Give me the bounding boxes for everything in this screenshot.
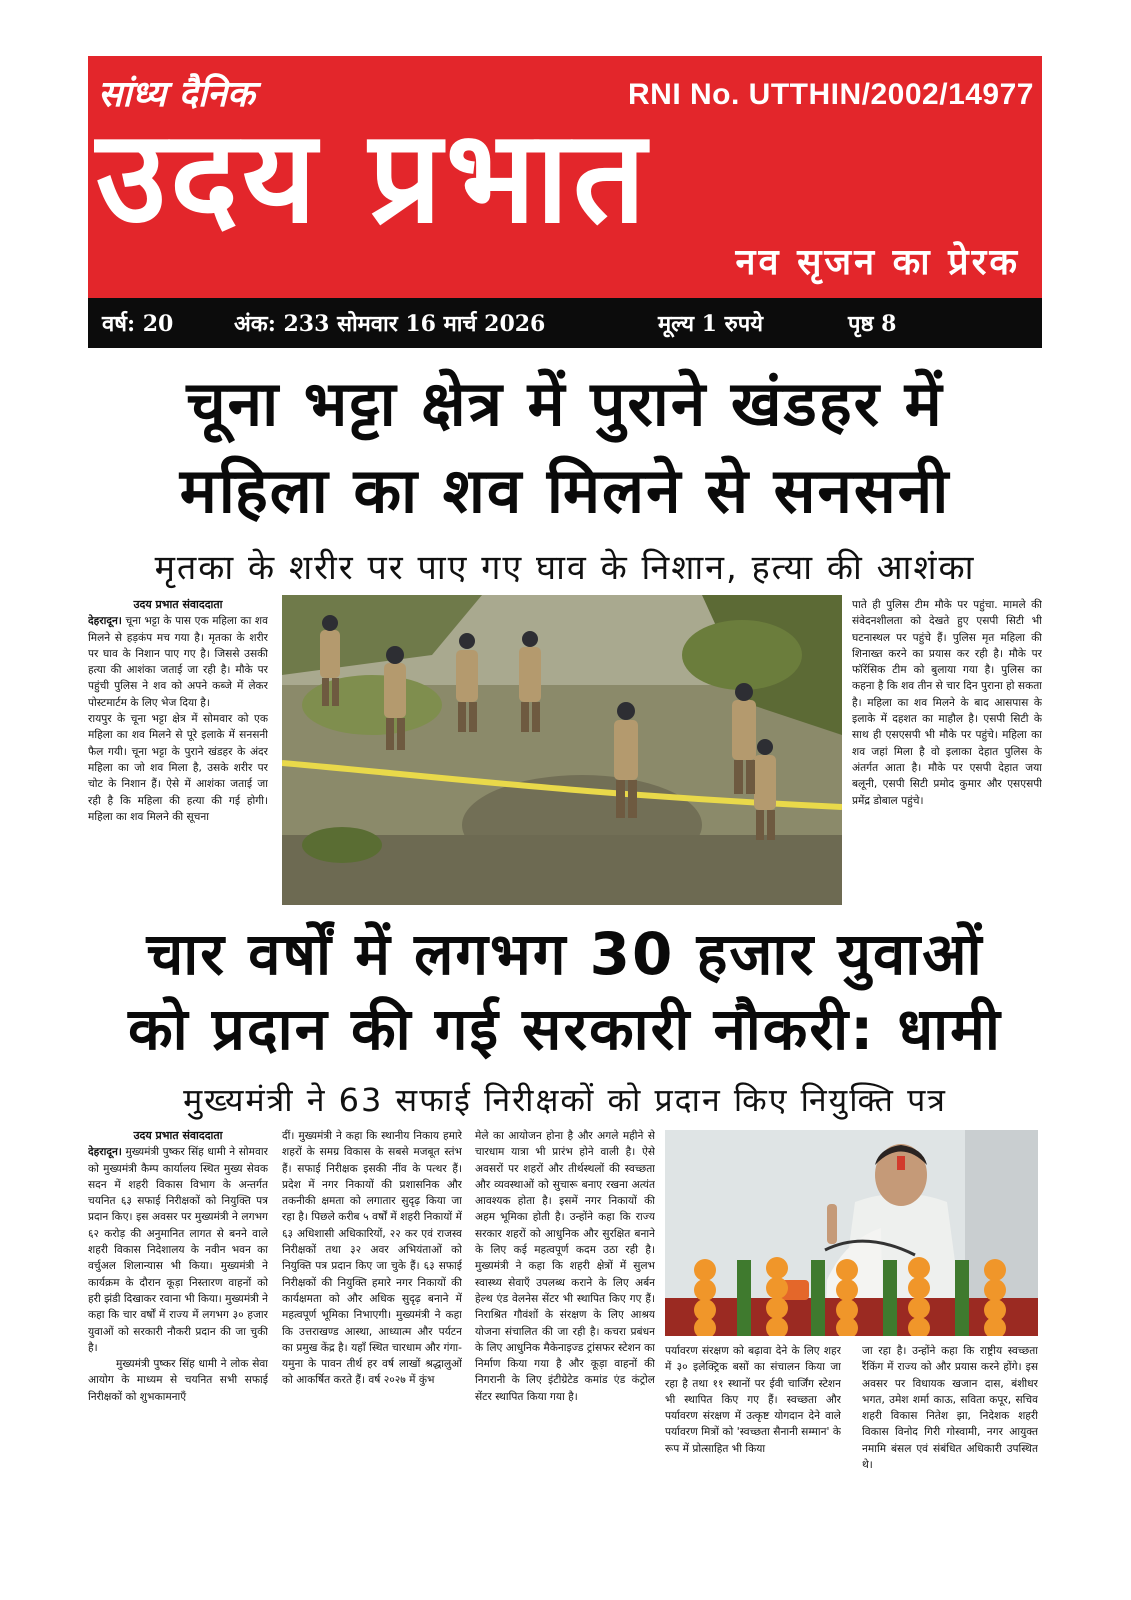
story1-column-2	[852, 597, 1042, 907]
issue-pages: पृष्ठ 8	[848, 311, 897, 337]
story2-paragraph-6: जा रहा है। उन्होंने कहा कि राष्ट्रीय स्वच्छता रैंकिंग में राज्य को और प्रयास करने होंगे। इस अवसर पर विधायक खजान दास, बंशीधर भगत, उमेश शर्मा काऊ, सविता कपूर, सचिव शहरी विकास नितेश झा, निदेशक शहरी विकास विनोद गिरी गोस्वामी, नगर आयुक्त नमामि बंसल एवं संबंधित अधिकारी उपस्थित थे।	[862, 1345, 1038, 1472]
story2-headline-line1: चार वर्षों में लगभग 30 हजार युवाओं	[146, 920, 984, 988]
story1-dateline: देहरादून।	[88, 615, 122, 628]
story2-dateline: देहरादून।	[88, 1146, 122, 1159]
rni-number: RNI No. UTTHIN/2002/14977	[628, 78, 1034, 111]
story1-photo-police-at-scene	[282, 595, 842, 905]
story2-column-3	[475, 1128, 655, 1508]
story1-paragraph-2: रायपुर के चूना भट्टा क्षेत्र में सोमवार को एक महिला का शव मिलने से पूरे इलाके में सनसनी फैल गयी। चूना भट्टा के पुराने खंडहर के अंदर महिला का जो शव मिला है, उसके शरीर पर चोट के निशान हैं। ऐसे में आशंका जताई जा रही है कि महिला की हत्या की गई होगी। महिला का शव मिलने की सूचना	[88, 713, 268, 823]
story2-paragraph-4: मेले का आयोजन होना है और अगले महीने से चारधाम यात्रा भी प्रारंभ होने वाली है। ऐसे अवसरों पर शहरों और तीर्थस्थलों की स्वच्छता और व्यवस्थाओं को सुचारू बनाए रखना अत्यंत आवश्यक होता है। इसमें नगर निकायों की अहम भूमिका होती है। उन्होंने कहा कि राज्य सरकार शहरों को आधुनिक और सुरक्षित बनाने के लिए कई महत्वपूर्ण कदम उठा रही है। मुख्यमंत्री ने कहा कि शहरी क्षेत्रों में सुलभ स्वास्थ्य सेवाएँ उपलब्ध कराने के लिए अर्बन हेल्थ एंड वेलनेस सेंटर भी स्थापित किए गए हैं। निराश्रित गौवंशों के संरक्षण के लिए आश्रय योजना संचालित की जा रही है। कचरा प्रबंधन के लिए आधुनिक मैकेनाइज्ड ट्रांसफर स्टेशन का निर्माण किया गया है और कूड़ा वाहनों की निगरानी के लिए इंटीग्रेटेड कमांड एंड कंट्रोल सेंटर स्थापित किया गया है।	[475, 1130, 655, 1403]
masthead	[88, 56, 1042, 298]
story2-paragraph-5: पर्यावरण संरक्षण को बढ़ावा देने के लिए शहर में ३० इलेक्ट्रिक बसों का संचालन किया जा रहा है तथा ११ स्थानों पर ईवी चार्जिंग स्टेशन भी स्थापित किए गए हैं। स्वच्छता और पर्यावरण संरक्षण में उत्कृष्ट योगदान देने वाले पर्यावरण मित्रों को 'स्वच्छता सैनानी सम्मान' के रूप में प्रोत्साहित भी किया	[665, 1345, 841, 1455]
issue-info-bar	[88, 298, 1042, 348]
story2-paragraph-1: मुख्यमंत्री पुष्कर सिंह धामी ने सोमवार को मुख्यमंत्री कैम्प कार्यालय स्थित मुख्य सेवक सदन में शहरी विकास विभाग के अन्तर्गत चयनित ६३ सफाई निरीक्षकों को नियुक्ति पत्र प्रदान किए। इस अवसर पर मुख्यमंत्री ने लगभग ६२ करोड़ की अनुमानित लागत से बनने वाले शहरी विकास निदेशालय के नवीन भवन का वर्चुअल शिलान्यास भी किया। मुख्यमंत्री ने कार्यक्रम के दौरान कूड़ा निस्तारण वाहनों को हरी झंडी दिखाकर रवाना भी किया। मुख्यमंत्री ने कहा कि चार वर्षों में राज्य में लगभग ३० हजार युवाओं को सरकारी नौकरी प्रदान की जा चुकी है।	[88, 1146, 268, 1354]
issue-number-date: अंक: 233 सोमवार 16 मार्च 2026	[234, 311, 546, 337]
issue-price: मूल्य 1 रुपये	[658, 311, 764, 337]
story2-subheadline: मुख्यमंत्री ने 63 सफाई निरीक्षकों को प्रदान किए नियुक्ति पत्र	[183, 1081, 947, 1119]
masthead-kicker: सांध्य दैनिक	[98, 74, 255, 115]
story2-photo-chief-minister-speaking	[665, 1130, 1038, 1336]
story2-column-2	[282, 1128, 462, 1508]
story1-subheadline: मृतका के शरीर पर पाए गए घाव के निशान, हत्या की आशंका	[154, 548, 976, 588]
newspaper-title: उदय प्रभात	[96, 103, 650, 252]
issue-year: वर्ष: 20	[102, 311, 174, 337]
story2-column-1	[88, 1128, 268, 1508]
story1-paragraph-1: चूना भट्टा के पास एक महिला का शव मिलने से हड़कंप मच गया है। मृतका के शरीर पर घाव के निशान पाए गए है। जिससे उसकी हत्या की आशंका जताई जा रही है। मौके पर पहुंची पुलिस ने शव को अपने कब्जे में लेकर पोस्टमार्टम के लिए भेज दिया है।	[88, 615, 268, 709]
story2-column-5	[862, 1343, 1038, 1508]
story2-byline: उदय प्रभात संवाददाता	[133, 1129, 223, 1142]
story1-headline-line1: चूना भट्टा क्षेत्र में पुराने खंडहर में	[186, 367, 944, 440]
story1-column-1	[88, 597, 268, 907]
newspaper-tagline: नव सृजन का प्रेरक	[735, 242, 1020, 283]
story1-headline-line2: महिला का शव मिलने से सनसनी	[179, 454, 951, 527]
story2-headline-line2: को प्रदान की गई सरकारी नौकरी: धामी	[128, 995, 1002, 1063]
story2-paragraph-3: दीं। मुख्यमंत्री ने कहा कि स्थानीय निकाय हमारे शहरों के समग्र विकास के सबसे मजबूत स्तंभ हैं। सफाई निरीक्षक इसकी नींव के पत्थर हैं। प्रदेश में नगर निकायों की प्रशासनिक और तकनीकी क्षमता को लगातार सुदृढ़ किया जा रहा है। पिछले करीब ५ वर्षों में शहरी निकायों में ६३ अधिशासी अधिकारियों, २२ कर एवं राजस्व निरीक्षकों तथा ३२ अवर अभियंताओं को नियुक्ति पत्र प्रदान किए जा चुके हैं। ६३ सफाई निरीक्षकों की नियुक्ति हमारे नगर निकायों की कार्यक्षमता को और अधिक सुदृढ़ बनाने में महत्वपूर्ण भूमिका निभाएगी। मुख्यमंत्री ने कहा कि उत्तराखण्ड आस्था, आध्यात्म और पर्यटन का प्रमुख केंद्र है। यहाँ स्थित चारधाम और गंगा-यमुना के पावन तीर्थ हर वर्ष लाखों श्रद्धालुओं को आकर्षित करते हैं। वर्ष २०२७ में कुंभ	[282, 1130, 462, 1387]
story2-column-4	[665, 1343, 841, 1508]
story1-byline: उदय प्रभात संवाददाता	[133, 598, 223, 611]
story2-paragraph-2: मुख्यमंत्री पुष्कर सिंह धामी ने लोक सेवा आयोग के माध्यम से चयनित सभी सफाई निरीक्षकों को शुभकामनाएँ	[88, 1358, 268, 1403]
story1-paragraph-3: पाते ही पुलिस टीम मौके पर पहुंचा. मामले की संवेदनशीलता को देखते हुए एसपी सिटी भी घटनास्थल पर पहुंचे हैं। पुलिस मृत महिला की शिनाख्त करने का प्रयास कर रही है। मौके पर फॉरेंसिक टीम को बुलाया गया है। पुलिस का कहना है कि शव तीन से चार दिन पुराना हो सकता है। महिला का शव मिलने के बाद आसपास के इलाके में दहशत का माहौल है। एसपी सिटी के साथ ही एसएसपी भी मौके पर पहुंचे। महिला का शव जहां मिला है वो इलाका देहात पुलिस के अंतर्गत आता है। मौके पर एसपी देहात जया बलूनी, एसपी सिटी प्रमोद कुमार और एसएसपी प्रमेंद्र डोबाल पहुंचे।	[852, 599, 1042, 807]
